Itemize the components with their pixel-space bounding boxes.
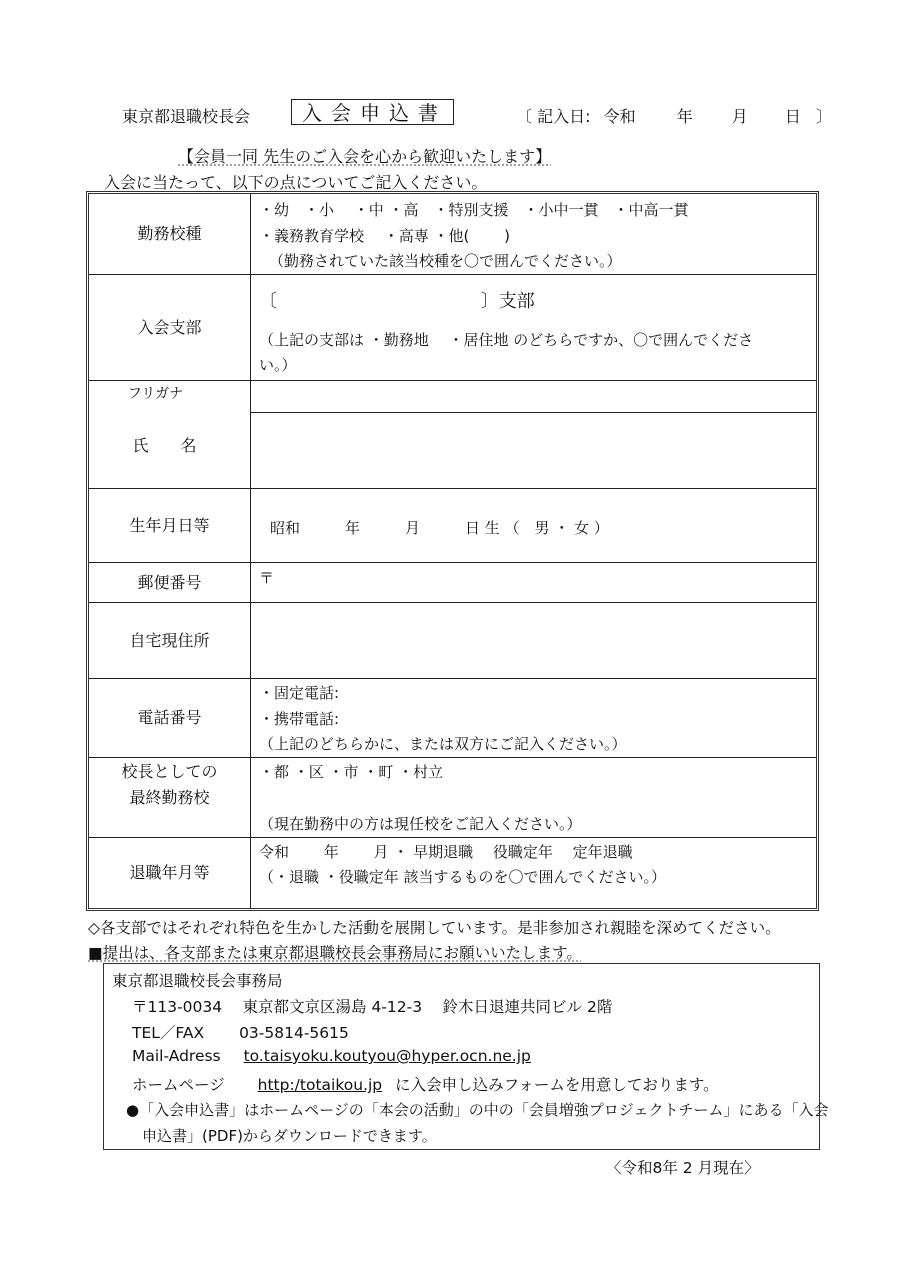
homepage-row xyxy=(132,1073,719,1095)
organization-name: 東京都退職校長会 xyxy=(122,107,251,126)
homepage-link[interactable]: http:/totaikou.jp xyxy=(257,1076,383,1094)
homepage-note: に入会申し込みフォームを用意しております。 xyxy=(395,1076,719,1094)
address-label xyxy=(89,603,251,678)
row-birth xyxy=(89,489,816,563)
date-open: 〔 記入日: xyxy=(516,107,591,126)
branch-cell[interactable] xyxy=(251,275,816,380)
contact-info-box xyxy=(103,963,829,1150)
date-close: 〕 xyxy=(816,107,833,126)
mail-label: Mail-Adress xyxy=(132,1047,221,1065)
row-branch xyxy=(89,275,816,381)
mail-link[interactable]: to.taisyoku.koutyou@hyper.ocn.ne.jp xyxy=(243,1047,531,1065)
last-school-field[interactable] xyxy=(251,758,816,837)
homepage-label: ホームページ xyxy=(132,1076,225,1094)
last-school-options: ・都 ・区 ・市 ・町 ・村立 xyxy=(259,763,444,781)
row-school-type xyxy=(89,194,816,275)
phone-instruction: （上記のどちらかに、または双方にご記入ください。） xyxy=(259,735,627,753)
date-year: 年 xyxy=(676,107,693,126)
branch-label xyxy=(89,275,251,380)
date-month: 月 xyxy=(731,107,748,126)
last-school-label xyxy=(89,758,251,837)
retirement-label xyxy=(89,838,251,908)
furigana-field[interactable] xyxy=(251,381,816,413)
landline-label: ・固定電話: xyxy=(259,684,340,702)
birth-label xyxy=(89,489,251,562)
birth-field[interactable] xyxy=(251,489,816,562)
row-retirement xyxy=(89,838,816,908)
branch-activity-note: ◇各支部ではそれぞれ特色を生かした活動を展開しています。是非参加され親睦を深めてください。 xyxy=(88,919,781,937)
name-label xyxy=(89,381,251,488)
tel-fax-row xyxy=(132,1021,349,1043)
row-name xyxy=(89,381,816,489)
branch-label-text: 入会支部 xyxy=(137,317,202,337)
retirement-options: 令和 年 月 ・ 早期退職 役職定年 定年退職 xyxy=(259,843,633,861)
furigana-label: フリガナ xyxy=(127,386,184,402)
branch-instruction-2: い。） xyxy=(259,356,297,374)
school-type-label xyxy=(89,194,251,274)
school-type-options-1: ・幼 ・小 ・中 ・高 ・特別支援 ・小中一貫 ・中高一貫 xyxy=(259,201,689,219)
last-school-instruction: （現在勤務中の方は現任校をご記入ください。） xyxy=(259,815,582,833)
phone-label-text: 電話番号 xyxy=(137,708,202,727)
school-type-cell[interactable] xyxy=(251,194,816,274)
row-phone xyxy=(89,679,816,758)
tel-fax-label: TEL／FAX xyxy=(132,1024,205,1042)
name-label-text: 氏 名 xyxy=(132,436,197,455)
school-type-instruction: （勤務されていた該当校種を〇で囲んでください。） xyxy=(269,252,622,270)
download-note-2: 申込書」(PDF)からダウンロードできます。 xyxy=(142,1127,437,1145)
address-field[interactable] xyxy=(251,603,816,678)
phone-field[interactable] xyxy=(251,679,816,757)
retirement-label-text: 退職年月等 xyxy=(129,863,210,882)
as-of-date: 〈令和8年 2 月現在〉 xyxy=(606,1159,760,1177)
download-note-1: ●「入会申込書」はホームページの「本会の活動」の中の「会員増強プロジェクトチーム」にある「入会 xyxy=(126,1101,829,1119)
application-form-table xyxy=(86,191,819,911)
address-label-text: 自宅現住所 xyxy=(129,630,210,650)
postal-mark: 〒 xyxy=(259,569,275,587)
row-last-school xyxy=(89,758,816,838)
entry-date xyxy=(516,104,832,127)
office-name: 東京都退職校長会事務局 xyxy=(112,972,283,990)
last-school-label-line1: 校長としての xyxy=(121,762,218,781)
postal-field[interactable] xyxy=(251,563,816,602)
birth-template: 昭和 年 月 日 生 （ 男 ・ 女 ） xyxy=(270,519,609,537)
postal-label-text: 郵便番号 xyxy=(137,572,202,592)
retirement-instruction: （・退職 ・役職定年 該当するものを〇で囲んでください。） xyxy=(259,868,667,886)
name-field[interactable] xyxy=(251,413,816,488)
birth-label-text: 生年月日等 xyxy=(129,515,210,535)
row-address xyxy=(89,603,816,679)
postal-label xyxy=(89,563,251,602)
branch-name-field: 〔 〕支部 xyxy=(259,291,535,312)
mobile-label: ・携帯電話: xyxy=(259,710,340,728)
last-school-label-line2: 最終勤務校 xyxy=(129,788,210,807)
tel-fax-number: 03-5814-5615 xyxy=(239,1024,349,1042)
submission-note: ■提出は、各支部または東京都退職校長会事務局にお願いいたします。 xyxy=(88,944,582,962)
school-type-options-2: ・義務教育学校 ・高専 ・他( ) xyxy=(259,227,511,245)
row-postal xyxy=(89,563,816,603)
branch-instruction-1: （上記の支部は ・勤務地 ・居住地 のどちらですか、〇で囲んでくださ xyxy=(259,331,754,349)
office-address: 〒113-0034 東京都文京区湯島 4-12-3 鈴木日退連共同ビル 2階 xyxy=(132,998,613,1016)
phone-label xyxy=(89,679,251,757)
document-title: 入会申込書 xyxy=(291,99,454,125)
intro-text: 入会に当たって、以下の点についてご記入ください。 xyxy=(104,173,488,192)
welcome-message: 【会員一同 先生のご入会を心から歓迎いたします】 xyxy=(178,147,552,166)
date-era: 令和 xyxy=(603,107,636,126)
school-type-label-text: 勤務校種 xyxy=(137,224,202,243)
retirement-field[interactable] xyxy=(251,838,816,908)
date-day: 日 xyxy=(784,107,801,126)
mail-row xyxy=(132,1047,531,1065)
